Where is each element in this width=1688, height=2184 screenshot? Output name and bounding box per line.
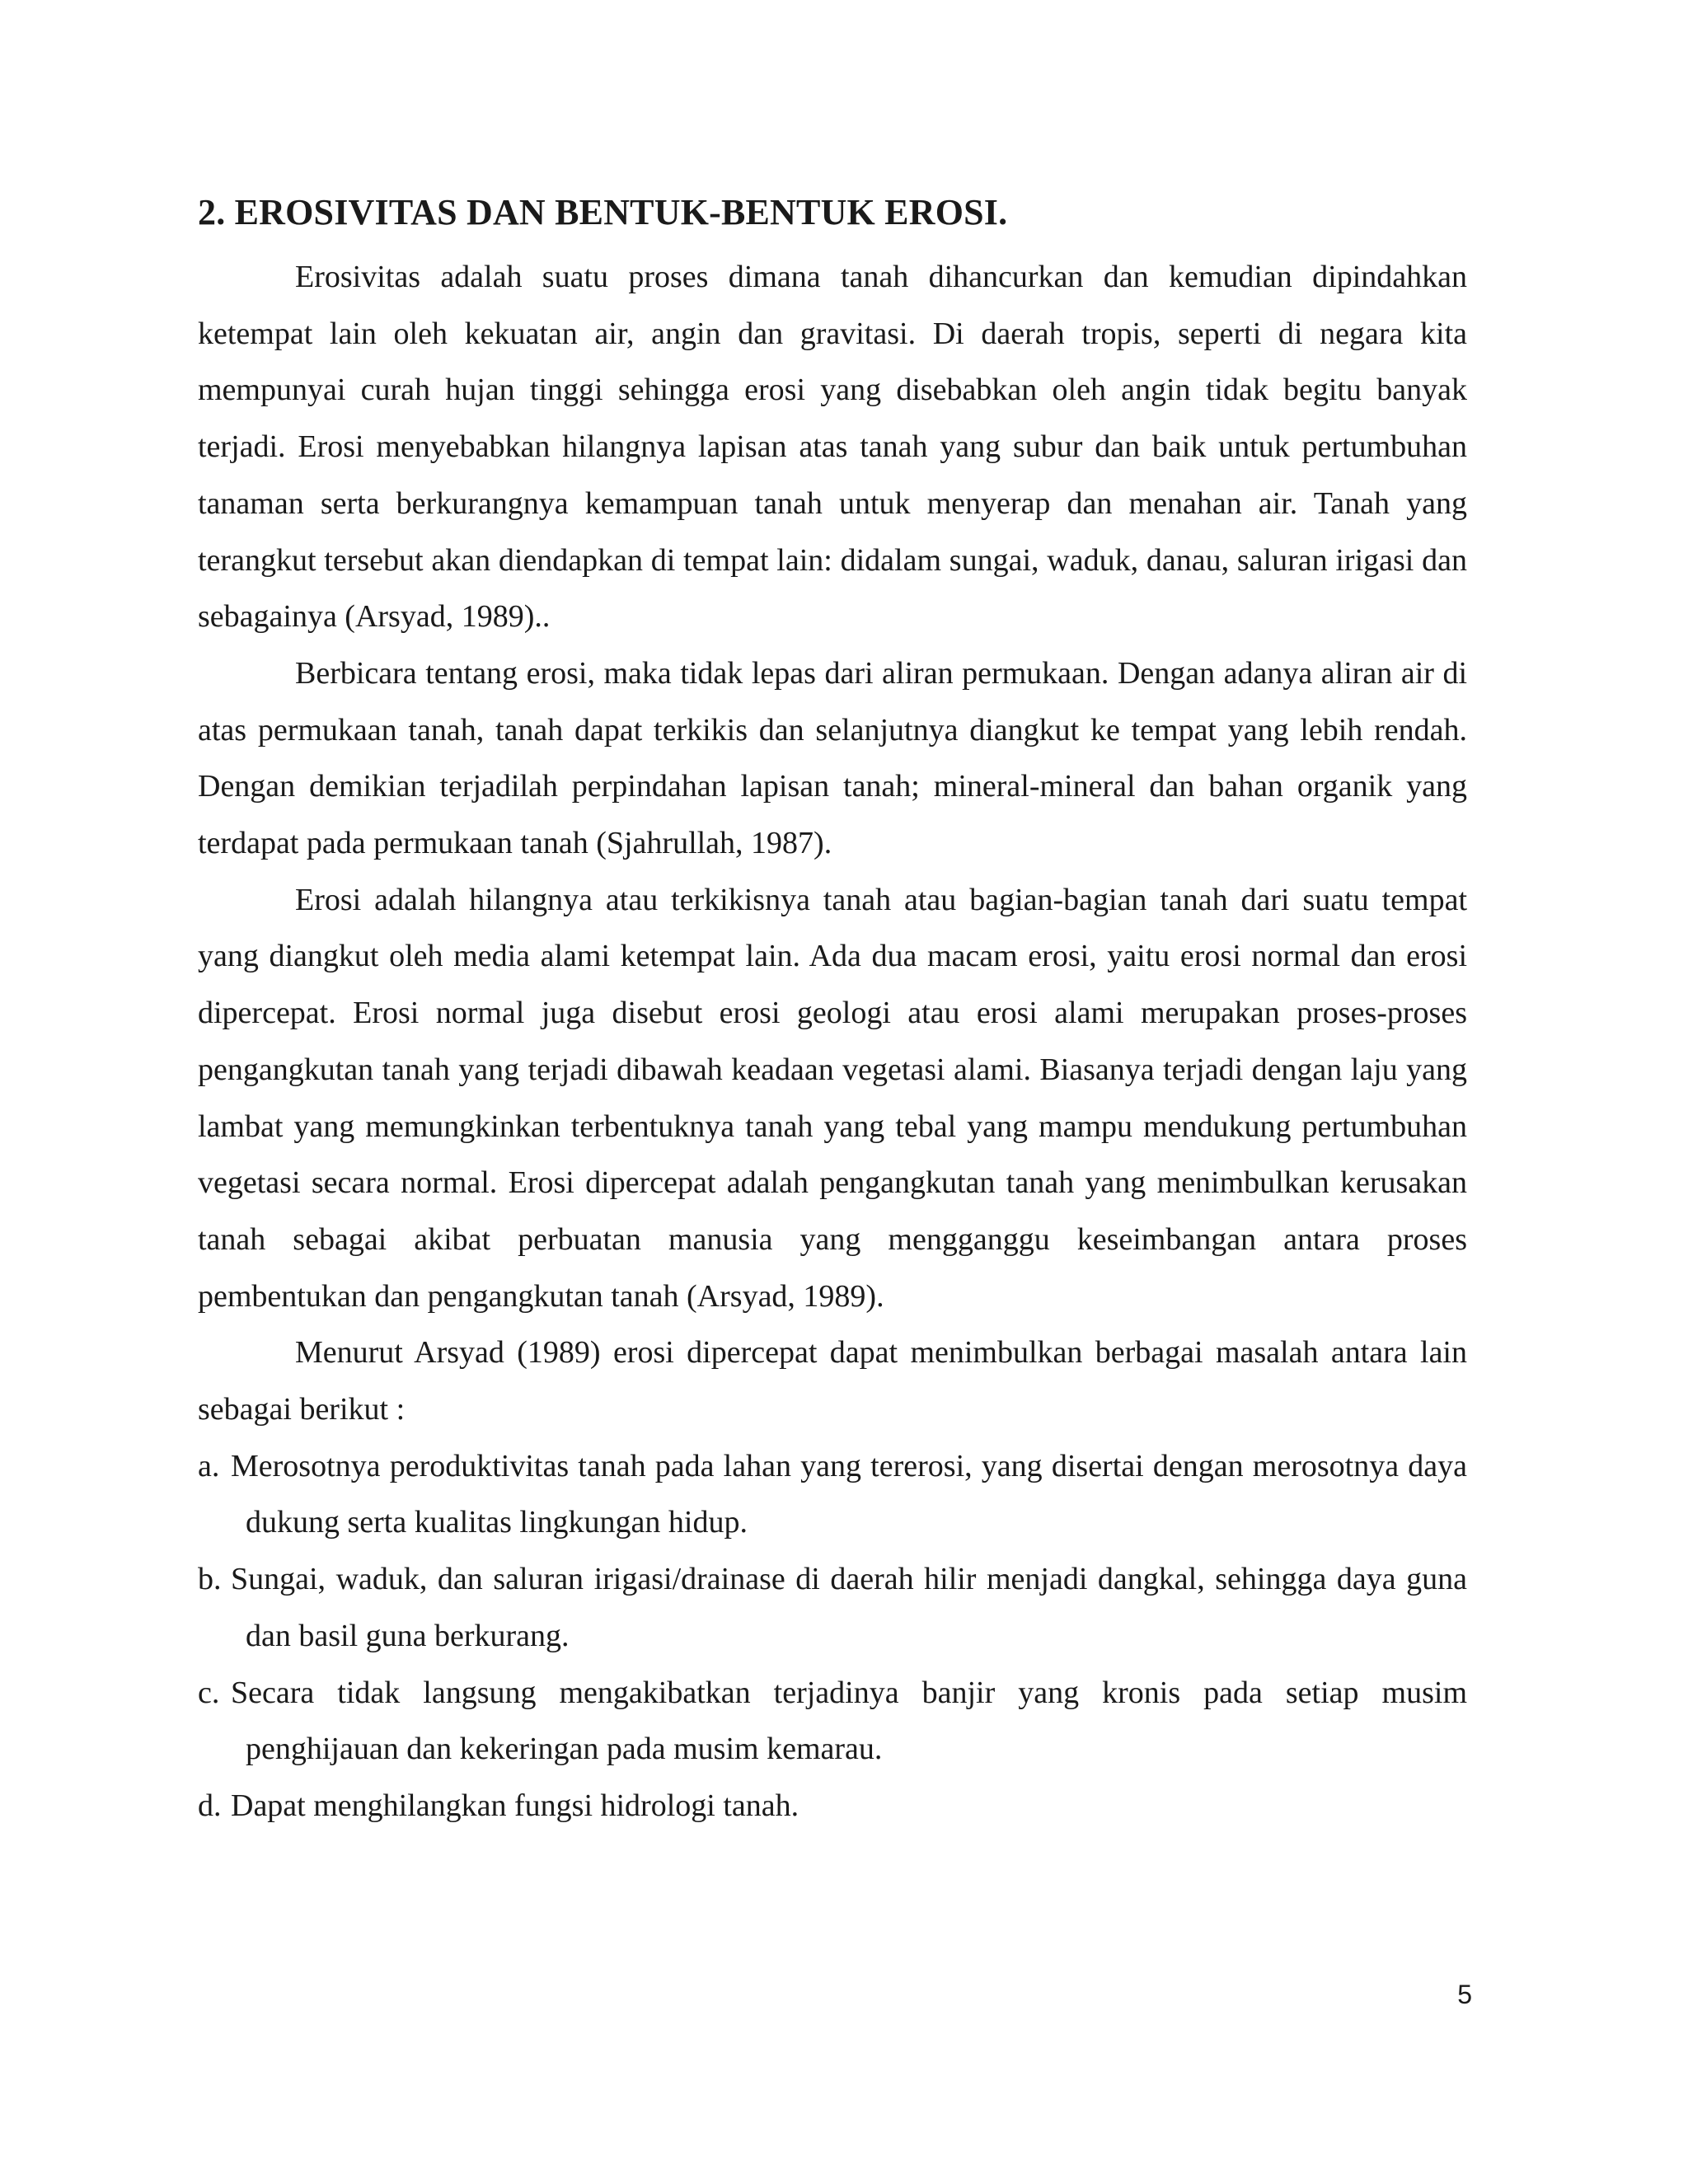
paragraph-definisi-erosi: Erosi adalah hilangnya atau terkikisnya tanah atau bagian-bagian tanah dari suatu tempat yang diangkut oleh media alami ketempat lain. Ada dua macam erosi, yaitu erosi normal dan erosi dipercepat. Erosi normal juga disebut erosi geologi atau erosi alami merupakan proses-proses pengangkutan tanah yang terjadi dibawah keadaan vegetasi alami. Biasanya terjadi dengan laju yang lambat yang memungkinkan terbentuknya tanah yang tebal yang mampu mendukung pertumbuhan vegetasi secara normal. Erosi dipercepat adalah pengangkutan tanah yang menimbulkan kerusakan tanah sebagai akibat perbuatan manusia yang mengganggu keseimbangan antara proses pembentukan dan pengangkutan tanah (Arsyad, 1989). [198, 882, 1467, 1314]
list-item [198, 1551, 1467, 1664]
list-marker: c. [198, 1675, 220, 1710]
list-item [198, 1778, 1467, 1835]
list-marker: d. [198, 1788, 222, 1823]
page-number: 5 [1457, 1980, 1472, 2009]
list-item [198, 1438, 1467, 1551]
paragraph-erosivitas: Erosivitas adalah suatu proses dimana tanah dihancurkan dan kemudian dipindahkan ketempat lain oleh kekuatan air, angin dan gravitasi. Di daerah tropis, seperti di negara kita mempunyai curah hujan tinggi sehingga erosi yang disebabkan oleh angin tidak begitu banyak terjadi. Erosi menyebabkan hilangnya lapisan atas tanah yang subur dan baik untuk pertumbuhan tanaman serta berkurangnya kemampuan tanah untuk menyerap dan menahan air. Tanah yang terangkut tersebut akan diendapkan di tempat lain: didalam sungai, waduk, danau, saluran irigasi dan sebagainya (Arsyad, 1989).. [198, 260, 1467, 635]
list-item-text: Dapat menghilangkan fungsi hidrologi tanah. [231, 1788, 799, 1823]
list-marker: a. [198, 1448, 220, 1483]
problem-list [198, 1438, 1467, 1835]
list-item [198, 1665, 1467, 1778]
section-heading: 2. EROSIVITAS DAN BENTUK-BENTUK EROSI. [198, 192, 1008, 232]
paragraph-masalah-intro: Menurut Arsyad (1989) erosi dipercepat dapat menimbulkan berbagai masalah antara lain sebagai berikut : [198, 1335, 1467, 1427]
list-item-text: Merosotnya peroduktivitas tanah pada lahan yang tererosi, yang disertai dengan merosotnya daya dukung serta kualitas lingkungan hidup. [231, 1448, 1467, 1540]
list-item-text: Sungai, waduk, dan saluran irigasi/drainase di daerah hilir menjadi dangkal, sehingga daya guna dan basil guna berkurang. [231, 1562, 1467, 1653]
list-marker: b. [198, 1562, 222, 1597]
list-item-text: Secara tidak langsung mengakibatkan terjadinya banjir yang kronis pada setiap musim penghijauan dan kekeringan pada musim kemarau. [231, 1675, 1467, 1767]
paragraph-aliran-permukaan: Berbicara tentang erosi, maka tidak lepas dari aliran permukaan. Dengan adanya aliran air di atas permukaan tanah, tanah dapat terkikis dan selanjutnya diangkut ke tempat yang lebih rendah. Dengan demikian terjadilah perpindahan lapisan tanah; mineral-mineral dan bahan organik yang terdapat pada permukaan tanah (Sjahrullah, 1987). [198, 655, 1467, 861]
document-page [198, 190, 1467, 1835]
